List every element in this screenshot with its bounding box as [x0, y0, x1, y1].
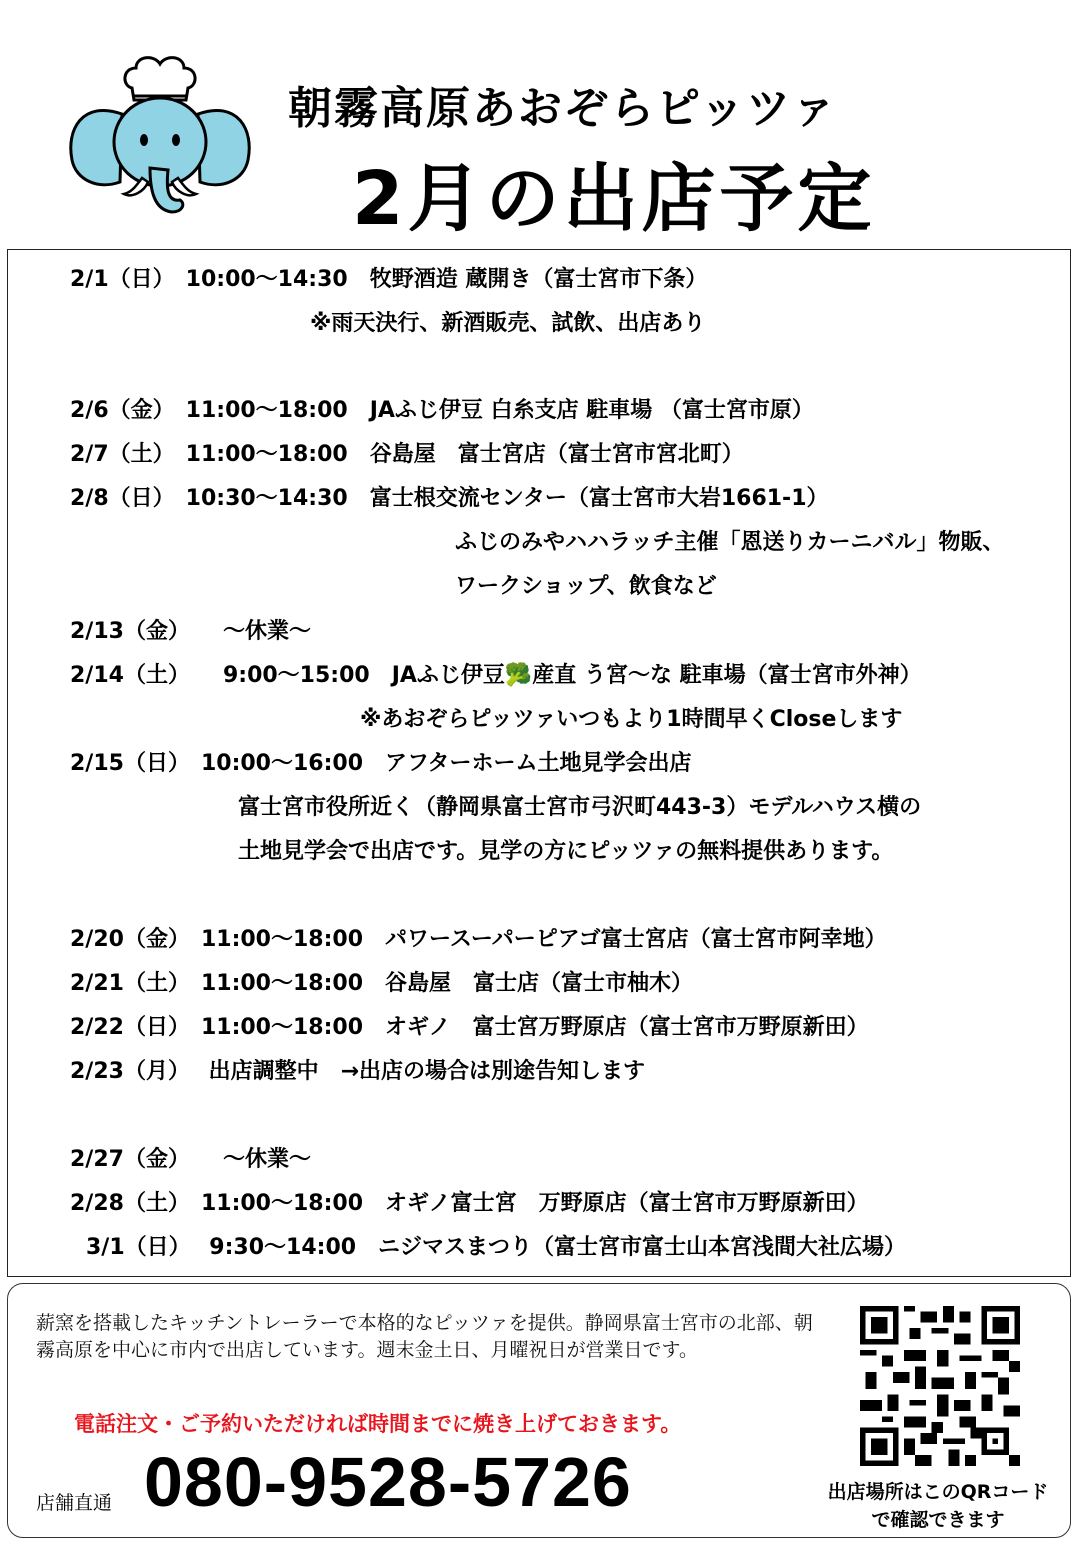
page-title-line1: 朝霧高原あおぞらピッツァ: [288, 83, 838, 134]
schedule-line: 3/1（日） 9:30〜14:00 ニジマスまつり（富士宮市富士山本宮浅間大社広場）: [86, 1235, 907, 1260]
schedule-line: 2/14（土） 9:00〜15:00 JAふじ伊豆🥦産直 う宮〜な 駐車場（富士宮市外神）: [70, 663, 922, 688]
schedule-line: 2/7（土） 11:00〜18:00 谷島屋 富士宮店（富士宮市宮北町）: [70, 442, 744, 467]
schedule-line: 2/27（金） 〜休業〜: [70, 1147, 311, 1172]
schedule-line: ※あおぞらピッツァいつもより1時間早くCloseします: [360, 707, 903, 732]
order-note: 電話注文・ご予約いただければ時間までに焼き上げておきます。: [74, 1412, 682, 1436]
qr-caption-line1: 出店場所はこのQRコード: [827, 1481, 1049, 1503]
page-title-line2: 2月の出店予定: [352, 156, 876, 242]
schedule-line: 2/21（土） 11:00〜18:00 谷島屋 富士店（富士市柚木）: [70, 971, 694, 996]
schedule-line: ふじのみやハハラッチ主催「恩送りカーニバル」物販、: [455, 530, 1005, 555]
shop-description: 薪窯を搭載したキッチントレーラーで本格的なピッツァを提供。静岡県富士宮市の北部、朝霧高原を中心に市内で出店しています。週末金土日、月曜祝日が営業日です。: [36, 1312, 813, 1361]
schedule-line: 2/15（日） 10:00〜16:00 アフターホーム土地見学会出店: [70, 751, 692, 776]
schedule-line: 2/23（月） 出店調整中 →出店の場合は別途告知します: [70, 1059, 646, 1084]
schedule-line: ※雨天決行、新酒販売、試飲、出店あり: [310, 311, 706, 336]
schedule-line: 2/20（金） 11:00〜18:00 パワースーパーピアゴ富士宮店（富士宮市阿幸地）: [70, 927, 887, 952]
qr-code-icon[interactable]: [860, 1306, 1020, 1466]
schedule-line: 2/8（日） 10:30〜14:30 富士根交流センター（富士宮市大岩1661-1）: [70, 486, 829, 511]
schedule-line: 2/13（金） 〜休業〜: [70, 619, 311, 644]
schedule-line: ワークショップ、飲食など: [455, 574, 717, 599]
phone-number[interactable]: 080-9528-5726: [144, 1443, 632, 1521]
qr-caption: [808, 1478, 1068, 1534]
schedule-line: 富士宮市役所近く（静岡県富士宮市弓沢町443-3）モデルハウス横の: [238, 795, 922, 820]
schedule-line: 2/6（金） 11:00〜18:00 JAふじ伊豆 白糸支店 駐車場 （富士宮市原）: [70, 398, 814, 423]
qr-caption-line2: で確認できます: [871, 1509, 1005, 1531]
schedule-line: 土地見学会で出店です。見学の方にピッツァの無料提供あります。: [238, 839, 894, 864]
schedule-line: 2/1（日） 10:00〜14:30 牧野酒造 蔵開き（富士宮市下条）: [70, 267, 708, 292]
schedule-line: 2/22（日） 11:00〜18:00 オギノ 富士宮万野原店（富士宮市万野原新田）: [70, 1015, 869, 1040]
schedule-line: 2/28（土） 11:00〜18:00 オギノ富士宮 万野原店（富士宮市万野原新田）: [70, 1191, 869, 1216]
elephant-chef-icon: [62, 50, 258, 220]
phone-label: 店舗直通: [36, 1492, 113, 1514]
